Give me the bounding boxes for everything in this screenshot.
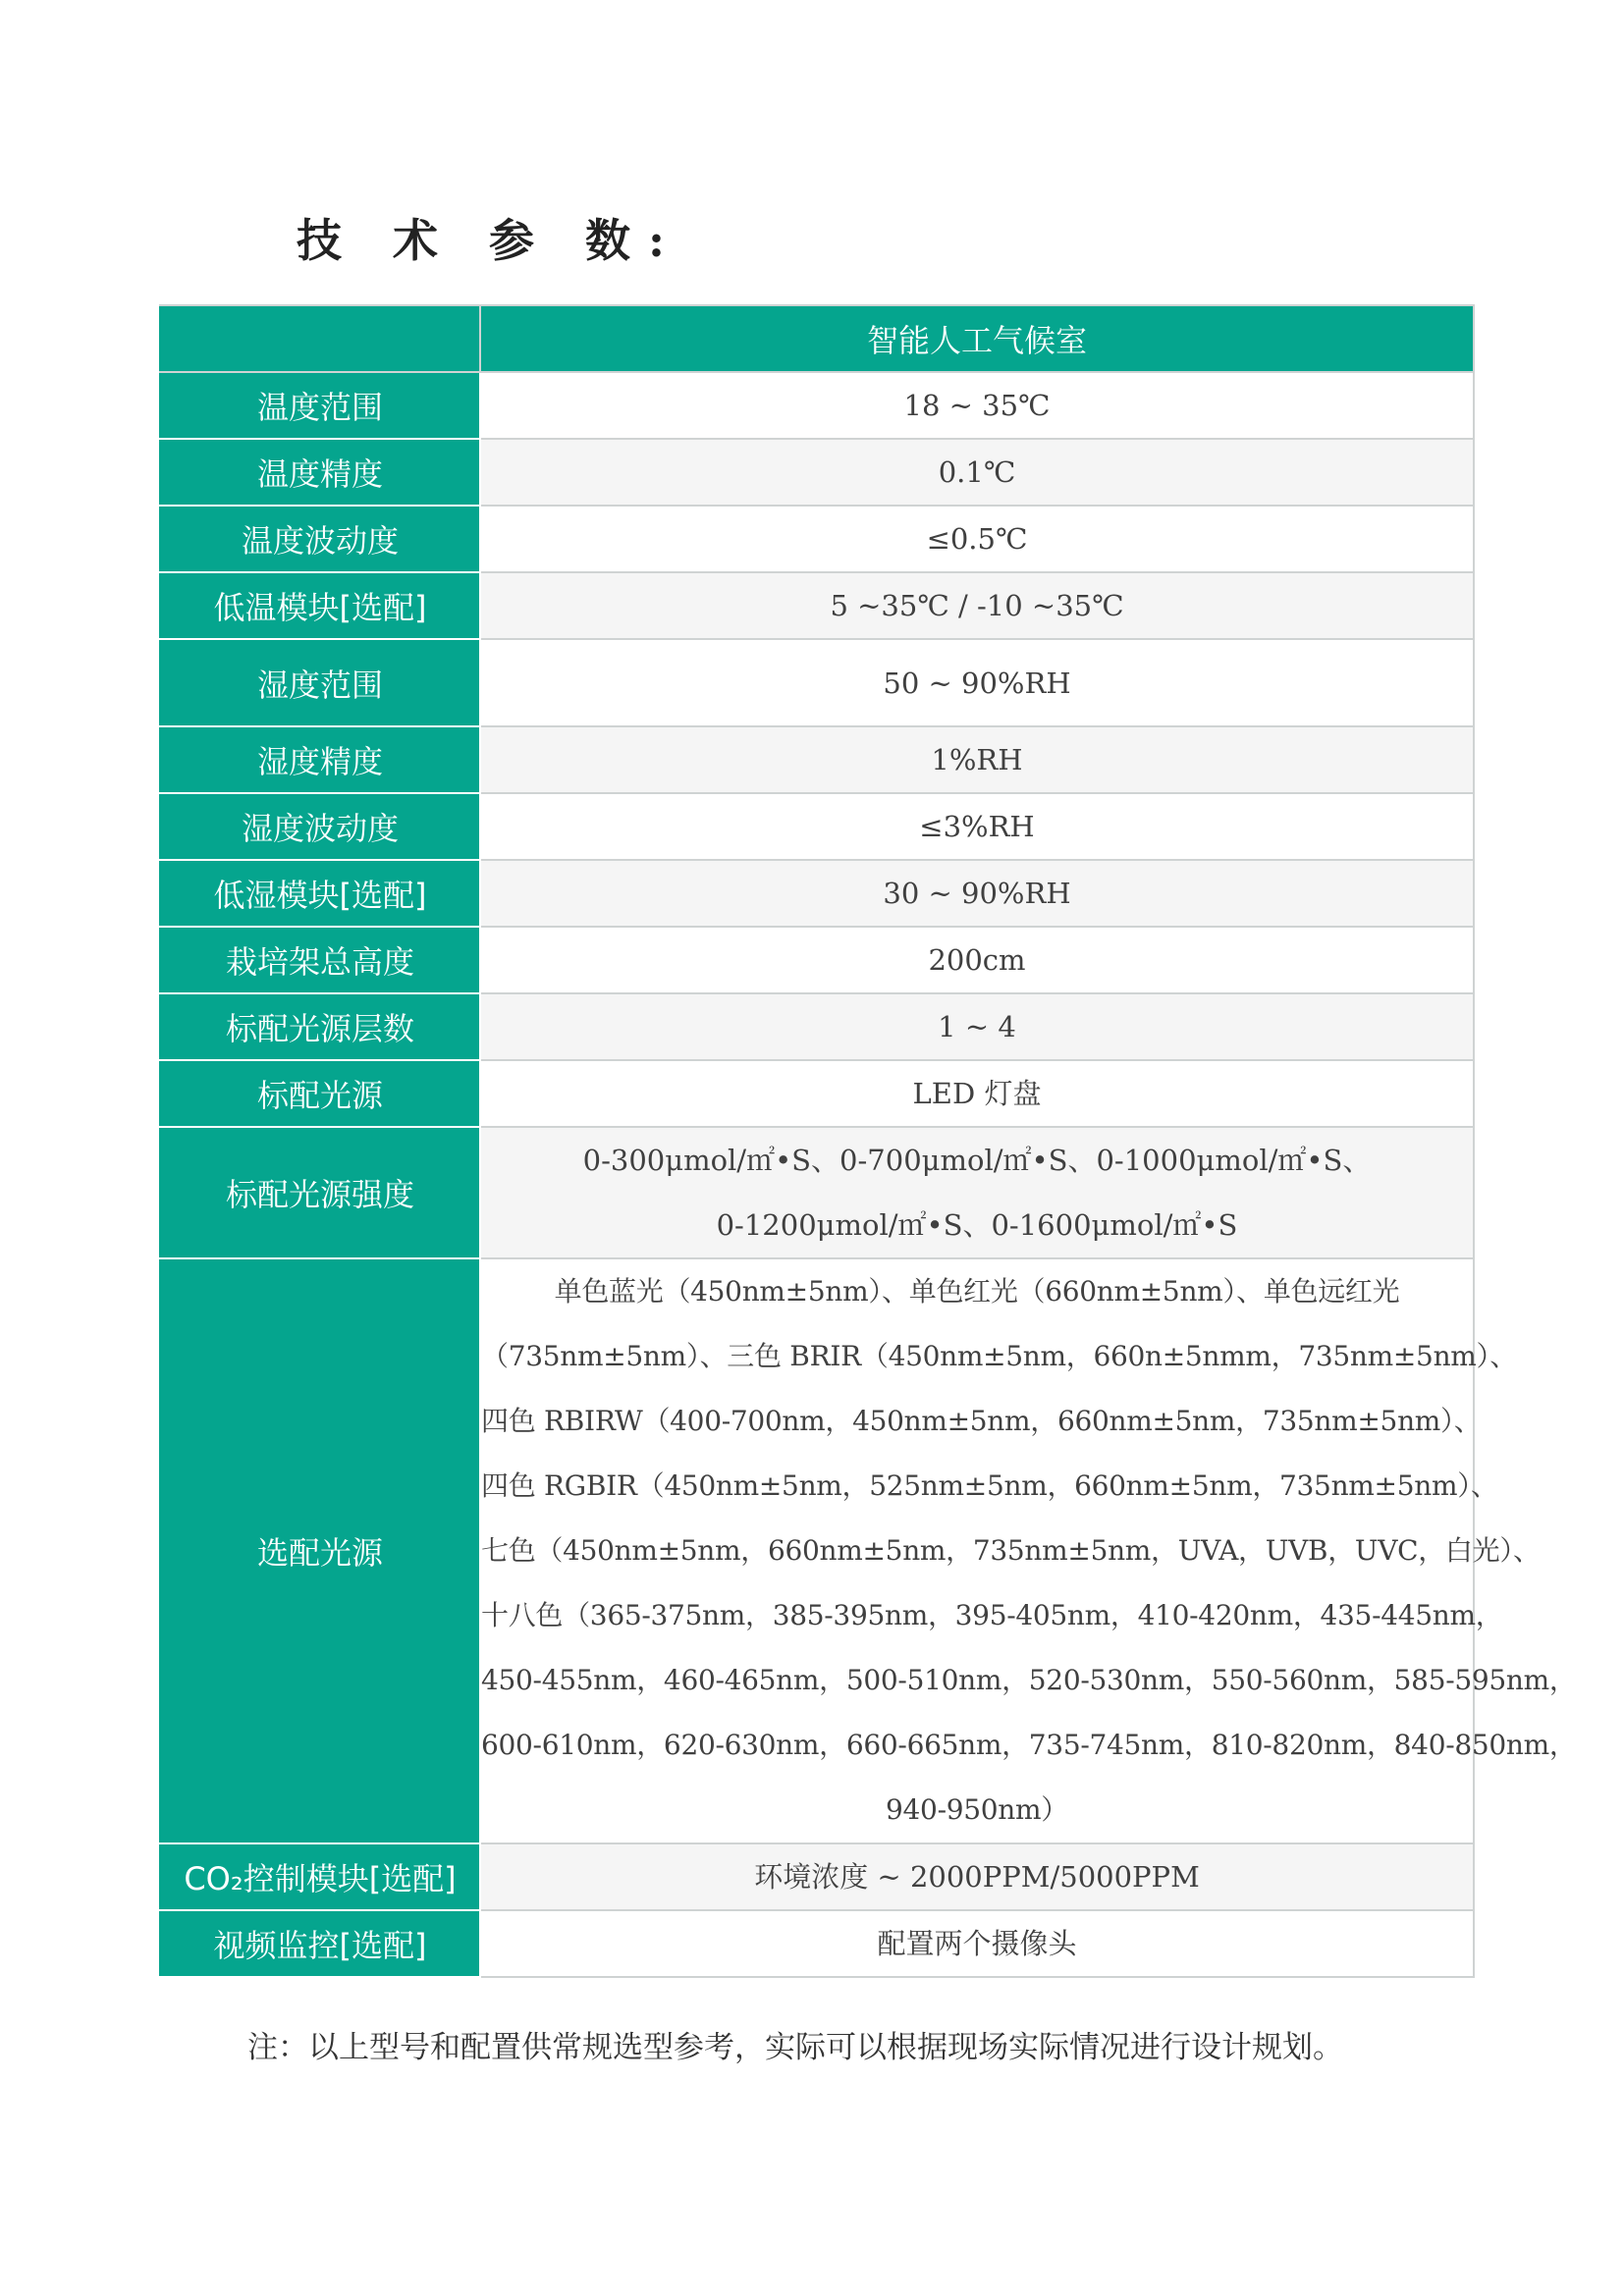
table-row bbox=[160, 572, 1474, 639]
row-label: 温度范围 bbox=[160, 372, 480, 439]
intensity-line: 0-1200μmol/㎡•S、0-1600μmol/㎡•S bbox=[716, 1208, 1238, 1242]
page-title: 技 术 参 数: bbox=[297, 214, 683, 267]
row-value: 5 ~35℃ / -10 ~35℃ bbox=[480, 572, 1474, 639]
row-value: LED 灯盘 bbox=[480, 1060, 1474, 1127]
row-label: 温度波动度 bbox=[160, 506, 480, 572]
row-value: ≤3%RH bbox=[480, 793, 1474, 860]
table-row bbox=[160, 993, 1474, 1060]
row-label: CO₂控制模块[选配] bbox=[160, 1843, 480, 1910]
table-row bbox=[160, 439, 1474, 506]
table-row bbox=[160, 860, 1474, 927]
row-value: 18 ~ 35℃ bbox=[480, 372, 1474, 439]
row-value: 1 ~ 4 bbox=[480, 993, 1474, 1060]
row-value: 50 ~ 90%RH bbox=[480, 639, 1474, 726]
table-row bbox=[160, 639, 1474, 726]
intensity-row bbox=[160, 1127, 1474, 1258]
optional-light-line: 600-610nm，620-630nm，660-665nm，735-745nm，810-820nm，840-850nm， bbox=[481, 1729, 1577, 1761]
optional-light-line: 十八色（365-375nm，385-395nm，395-405nm，410-420nm，435-445nm， bbox=[481, 1599, 1503, 1631]
row-label: 湿度范围 bbox=[160, 639, 480, 726]
row-value: 0.1℃ bbox=[480, 439, 1474, 506]
row-value: 30 ~ 90%RH bbox=[480, 860, 1474, 927]
row-label: 温度精度 bbox=[160, 439, 480, 506]
row-label: 湿度精度 bbox=[160, 726, 480, 793]
optional-light-line: 四色 RBIRW（400-700nm，450nm±5nm，660nm±5nm，735nm±5nm）、 bbox=[481, 1405, 1482, 1437]
table-row bbox=[160, 372, 1474, 439]
intensity-value bbox=[480, 1127, 1474, 1258]
table-header-row bbox=[160, 305, 1474, 372]
optional-light-row bbox=[160, 1258, 1474, 1843]
row-label: 湿度波动度 bbox=[160, 793, 480, 860]
optional-light-line: 940-950nm） bbox=[886, 1793, 1068, 1826]
optional-light-value bbox=[480, 1258, 1577, 1843]
table-row bbox=[160, 793, 1474, 860]
table-row bbox=[160, 1843, 1474, 1910]
row-value: ≤0.5℃ bbox=[480, 506, 1474, 572]
spec-table bbox=[159, 304, 1577, 1978]
table-row bbox=[160, 506, 1474, 572]
optional-light-label: 选配光源 bbox=[160, 1258, 480, 1843]
row-label: 栽培架总高度 bbox=[160, 927, 480, 993]
table-row bbox=[160, 726, 1474, 793]
row-label: 低湿模块[选配] bbox=[160, 860, 480, 927]
table-row bbox=[160, 1910, 1474, 1977]
row-value: 配置两个摄像头 bbox=[480, 1910, 1474, 1977]
row-value: 1%RH bbox=[480, 726, 1474, 793]
table-row bbox=[160, 927, 1474, 993]
footnote: 注：以上型号和配置供常规选型参考，实际可以根据现场实际情况进行设计规划。 bbox=[247, 2030, 1343, 2065]
optional-light-line: （735nm±5nm）、三色 BRIR（450nm±5nm，660n±5nmm，735nm±5nm）、 bbox=[481, 1340, 1517, 1372]
intensity-line: 0-300μmol/㎡•S、0-700μmol/㎡•S、0-1000μmol/㎡•S、 bbox=[582, 1144, 1372, 1177]
row-label: 低温模块[选配] bbox=[160, 572, 480, 639]
optional-light-line: 450-455nm，460-465nm，500-510nm，520-530nm，550-560nm，585-595nm， bbox=[481, 1664, 1577, 1696]
row-label: 标配光源层数 bbox=[160, 993, 480, 1060]
optional-light-line: 四色 RGBIR（450nm±5nm，525nm±5nm，660nm±5nm，735nm±5nm）、 bbox=[481, 1469, 1498, 1502]
header-blank-cell bbox=[160, 305, 480, 372]
table-header: 智能人工气候室 bbox=[480, 305, 1474, 372]
row-value: 200cm bbox=[480, 927, 1474, 993]
optional-light-line: 七色（450nm±5nm，660nm±5nm，735nm±5nm，UVA，UVB，UVC，白光）、 bbox=[481, 1534, 1541, 1567]
row-value: 环境浓度 ~ 2000PPM/5000PPM bbox=[480, 1843, 1474, 1910]
row-label: 标配光源 bbox=[160, 1060, 480, 1127]
table-row bbox=[160, 1060, 1474, 1127]
row-label: 视频监控[选配] bbox=[160, 1910, 480, 1977]
intensity-label: 标配光源强度 bbox=[160, 1127, 480, 1258]
optional-light-line: 单色蓝光（450nm±5nm）、单色红光（660nm±5nm）、单色远红光 bbox=[554, 1275, 1400, 1308]
